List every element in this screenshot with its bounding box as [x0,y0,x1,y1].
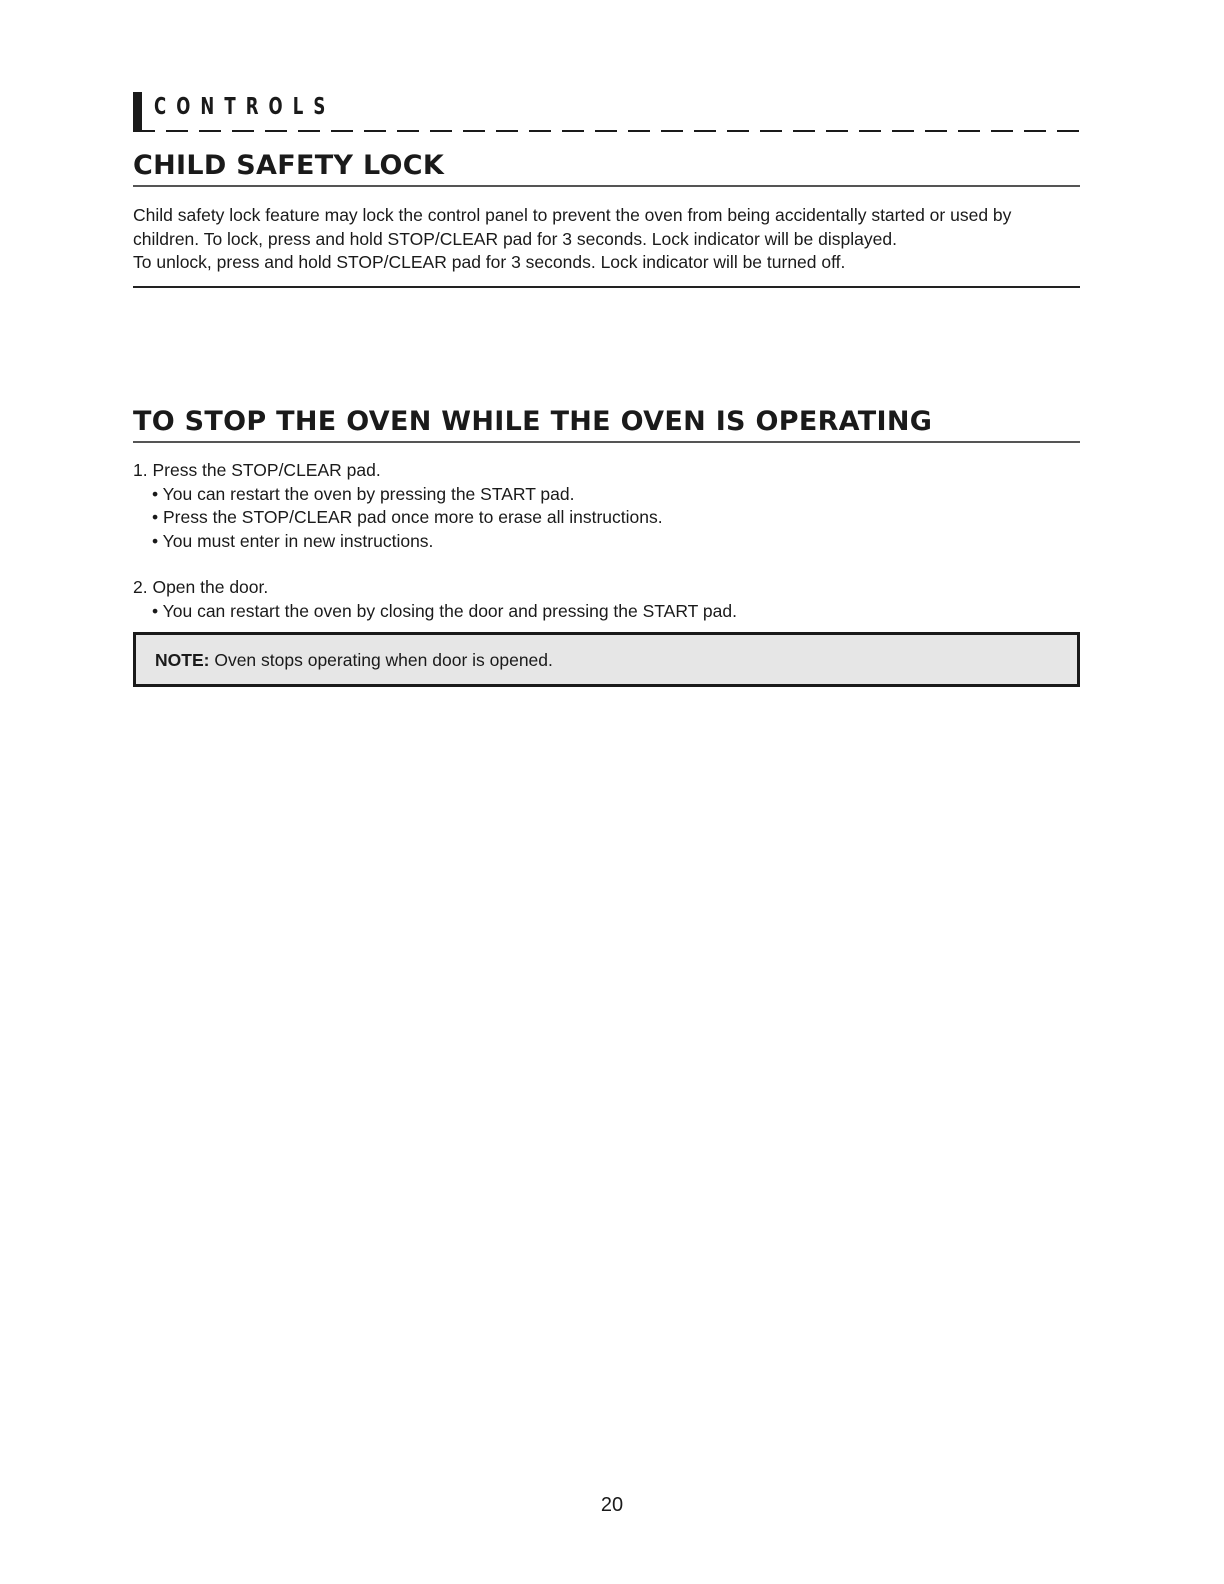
section-title: CONTROLS [154,94,336,120]
child-safety-lock-heading: CHILD SAFETY LOCK [133,150,1080,187]
section-dashed-rule [133,130,1080,132]
stop-oven-steps [133,459,1080,623]
note-label: NOTE: [155,650,210,670]
section-tab-bar [133,92,142,132]
page-number: 20 [600,1494,624,1516]
step-1: 1. Press the STOP/CLEAR pad. [133,460,381,480]
child-lock-line: To unlock, press and hold STOP/CLEAR pad for 3 seconds. Lock indicator will be turned off. [133,252,846,272]
step-1-bullet: • Press the STOP/CLEAR pad once more to erase all instructions. [152,507,663,527]
step-2: 2. Open the door. [133,577,269,597]
note-text: Oven stops operating when door is opened. [214,650,553,670]
note-box [133,632,1080,687]
note-text-row [155,650,553,671]
section-divider [133,286,1080,288]
step-2-bullet: • You can restart the oven by closing the door and pressing the START pad. [152,600,737,621]
step-1-bullet: • You must enter in new instructions. [152,530,434,551]
stop-oven-heading: TO STOP THE OVEN WHILE THE OVEN IS OPERATING [133,406,1080,443]
child-lock-paragraph [133,204,1080,275]
section-tab [133,92,1080,134]
step-1-bullet: • You can restart the oven by pressing the START pad. [152,483,575,504]
child-lock-line: children. To lock, press and hold STOP/CLEAR pad for 3 seconds. Lock indicator will be displayed. [133,228,897,249]
child-lock-line: Child safety lock feature may lock the control panel to prevent the oven from being accidentally started or used by [133,205,1012,225]
